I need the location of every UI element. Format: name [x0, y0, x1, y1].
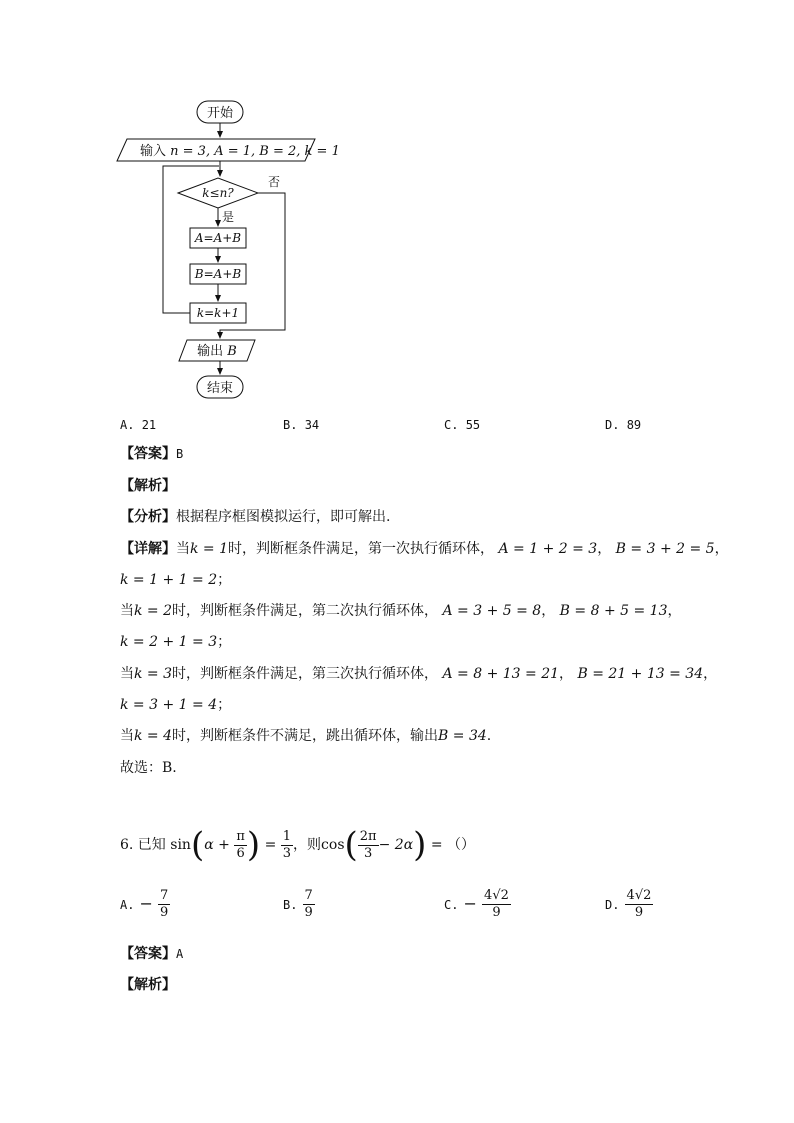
q5-option-a: A. 21 — [120, 418, 157, 432]
q6-option-a: A. − $\frac{7}{9}$ — [120, 888, 169, 920]
output-var: B — [227, 344, 237, 359]
q6-answer: 【答案】A — [120, 946, 184, 962]
q6-analysis-heading: 【解析】 — [120, 977, 176, 993]
q6-option-d: D. $\frac{4√2}{9}$ — [605, 888, 652, 920]
q5-answer: 【答案】B — [120, 446, 184, 462]
q5-option-c: C. 55 — [444, 418, 481, 432]
output-prefix: 输出 — [197, 344, 224, 359]
q5-option-b: B. 34 — [283, 418, 320, 432]
step2-label: B=A+B — [194, 267, 242, 281]
q5-fenxi: 【分析】根据程序框图模拟运行，即可解出. — [120, 509, 391, 525]
step3-label: k=k+1 — [196, 306, 240, 320]
step1-label: A=A+B — [194, 231, 242, 245]
q5-detail-line1: 【详解】当k = 1时，判断框条件满足，第一次执行循环体， A = 1 + 2 = 3， B = 3 + 2 = 5， — [120, 541, 729, 557]
end-label: 结束 — [206, 381, 234, 396]
q5-detail-line3: 当k = 2时，判断框条件满足，第二次执行循环体， A = 3 + 5 = 8， B = 8 + 5 = 13， — [120, 603, 682, 619]
flowchart — [0, 0, 794, 420]
q6-stem: 6. 已知 sin(α + $\frac{\pi}{6}$ ) = $\frac{1}{3}$ ，则cos( $\frac{2\pi}{3}$ − 2α) = （） — [120, 825, 476, 865]
q5-detail-line4: k = 2 + 1 = 3； — [120, 634, 232, 650]
decision-label: k≤n? — [202, 186, 234, 200]
yes-label: 是 — [222, 210, 235, 224]
no-label: 否 — [268, 175, 281, 189]
q5-detail-line2: k = 1 + 1 = 2； — [120, 572, 232, 588]
q5-detail-line7: 当k = 4时，判断框条件不满足，跳出循环体，输出B = 34. — [120, 728, 492, 744]
q5-analysis-heading: 【解析】 — [120, 478, 176, 494]
svg-text:输出 B — [197, 343, 237, 359]
start-label: 开始 — [206, 106, 234, 121]
q5-option-d: D. 89 — [605, 418, 642, 432]
q5-conclusion: 故选：B. — [120, 760, 177, 776]
svg-text:输入 n = 3, A = 1, B = 2, k — [140, 143, 340, 159]
q6-option-c: C. − $\frac{4√2}{9}$ — [444, 888, 509, 920]
input-prefix: 输入 — [140, 144, 167, 159]
q5-detail-line5: 当k = 3时，判断框条件满足，第三次执行循环体， A = 8 + 13 = 21， B = 21 + 13 = 34， — [120, 666, 718, 682]
input-expr: n = 3, A = 1, B = 2, k = 1 — [170, 144, 340, 159]
q6-option-b: B. $\frac{7}{9}$ — [283, 888, 313, 920]
q5-detail-line6: k = 3 + 1 = 4； — [120, 697, 232, 713]
